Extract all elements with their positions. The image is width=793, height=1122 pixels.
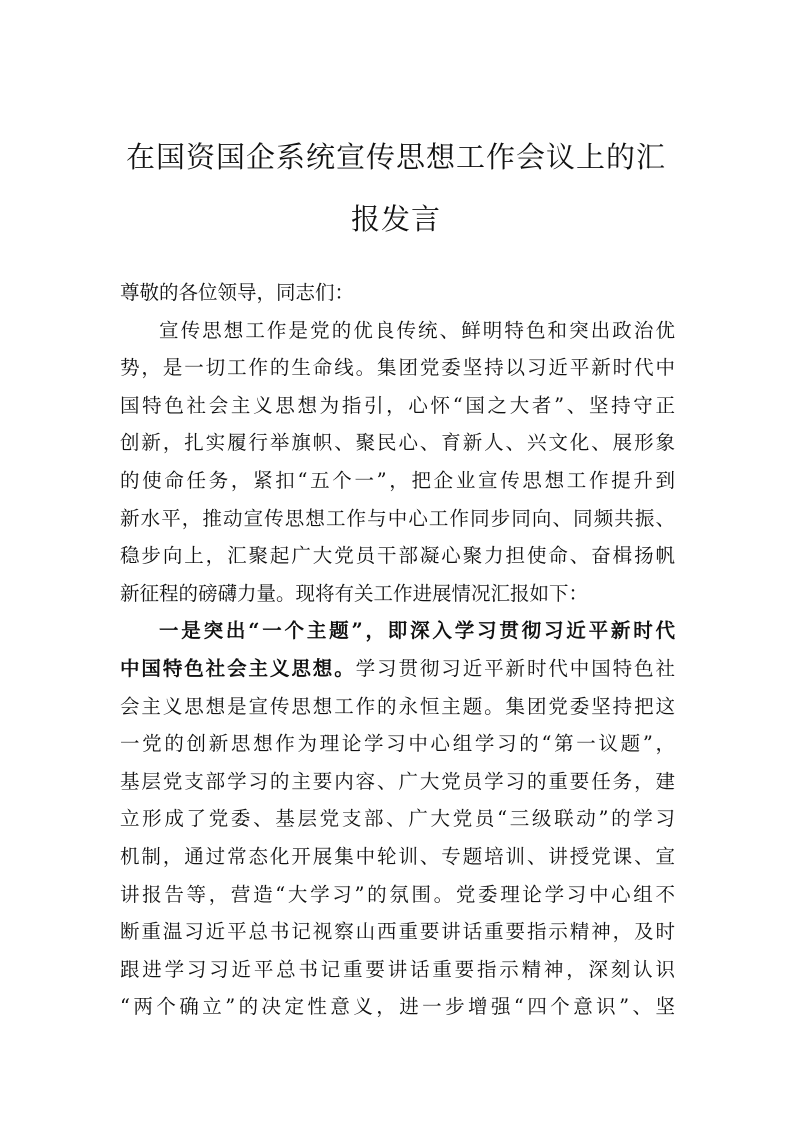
paragraph-line: 的使命任务，紧扣“五个一”，把企业宣传思想工作提升到 bbox=[120, 468, 675, 492]
section-1-text: 学习贯彻习近平新时代中国特色社 bbox=[355, 656, 675, 680]
paragraph-line: 宣传思想工作是党的优良传统、鲜明特色和突出政治优 bbox=[159, 318, 675, 342]
paragraph-line: 国特色社会主义思想为指引，心怀“国之大者”、坚持守正 bbox=[120, 393, 675, 417]
section-1-line: “两个确立”的决定性意义，进一步增强“四个意识”、坚 bbox=[120, 995, 675, 1019]
paragraph-line: 势，是一切工作的生命线。集团党委坚持以习近平新时代中 bbox=[120, 356, 675, 380]
title-line-1: 在国资国企系统宣传思想工作会议上的汇 bbox=[125, 140, 666, 174]
section-1-line: 一党的创新思想作为理论学习中心组学习的“第一议题”， bbox=[120, 732, 675, 756]
document-body bbox=[120, 274, 675, 1026]
section-1-line bbox=[120, 650, 675, 688]
section-1-line: 跟进学习习近平总书记重要讲话重要指示精神，深刻认识 bbox=[120, 957, 675, 981]
document-title bbox=[118, 126, 674, 250]
section-1-line: 断重温习近平总书记视察山西重要讲话重要指示精神，及时 bbox=[120, 920, 675, 944]
paragraph-line: 稳步向上，汇聚起广大党员干部凝心聚力担使命、奋楫扬帆 bbox=[120, 544, 675, 568]
section-1-line: 机制，通过常态化开展集中轮训、专题培训、讲授党课、宣 bbox=[120, 844, 675, 868]
paragraph-line: 新水平，推动宣传思想工作与中心工作同步同向、同频共振、 bbox=[120, 506, 675, 530]
title-line-2: 报发言 bbox=[350, 202, 441, 236]
paragraph-line: 新征程的磅礴力量。现将有关工作进展情况汇报如下： bbox=[120, 581, 589, 605]
greeting: 尊敬的各位领导，同志们： bbox=[120, 281, 355, 304]
section-1-line: 讲报告等，营造“大学习”的氛围。党委理论学习中心组不 bbox=[120, 882, 675, 906]
section-1-line: 立形成了党委、基层党支部、广大党员“三级联动”的学习 bbox=[120, 807, 675, 831]
section-1-line: 基层党支部学习的主要内容、广大党员学习的重要任务，建 bbox=[120, 769, 675, 793]
section-1-heading: 一是突出“一个主题”，即深入学习贯彻习近平新时代 bbox=[159, 619, 675, 643]
section-1-line: 会主义思想是宣传思想工作的永恒主题。集团党委坚持把这 bbox=[120, 694, 675, 718]
paragraph-line: 创新，扎实履行举旗帜、聚民心、育新人、兴文化、展形象 bbox=[120, 431, 675, 455]
section-1-heading-cont: 中国特色社会主义思想。 bbox=[120, 656, 356, 680]
